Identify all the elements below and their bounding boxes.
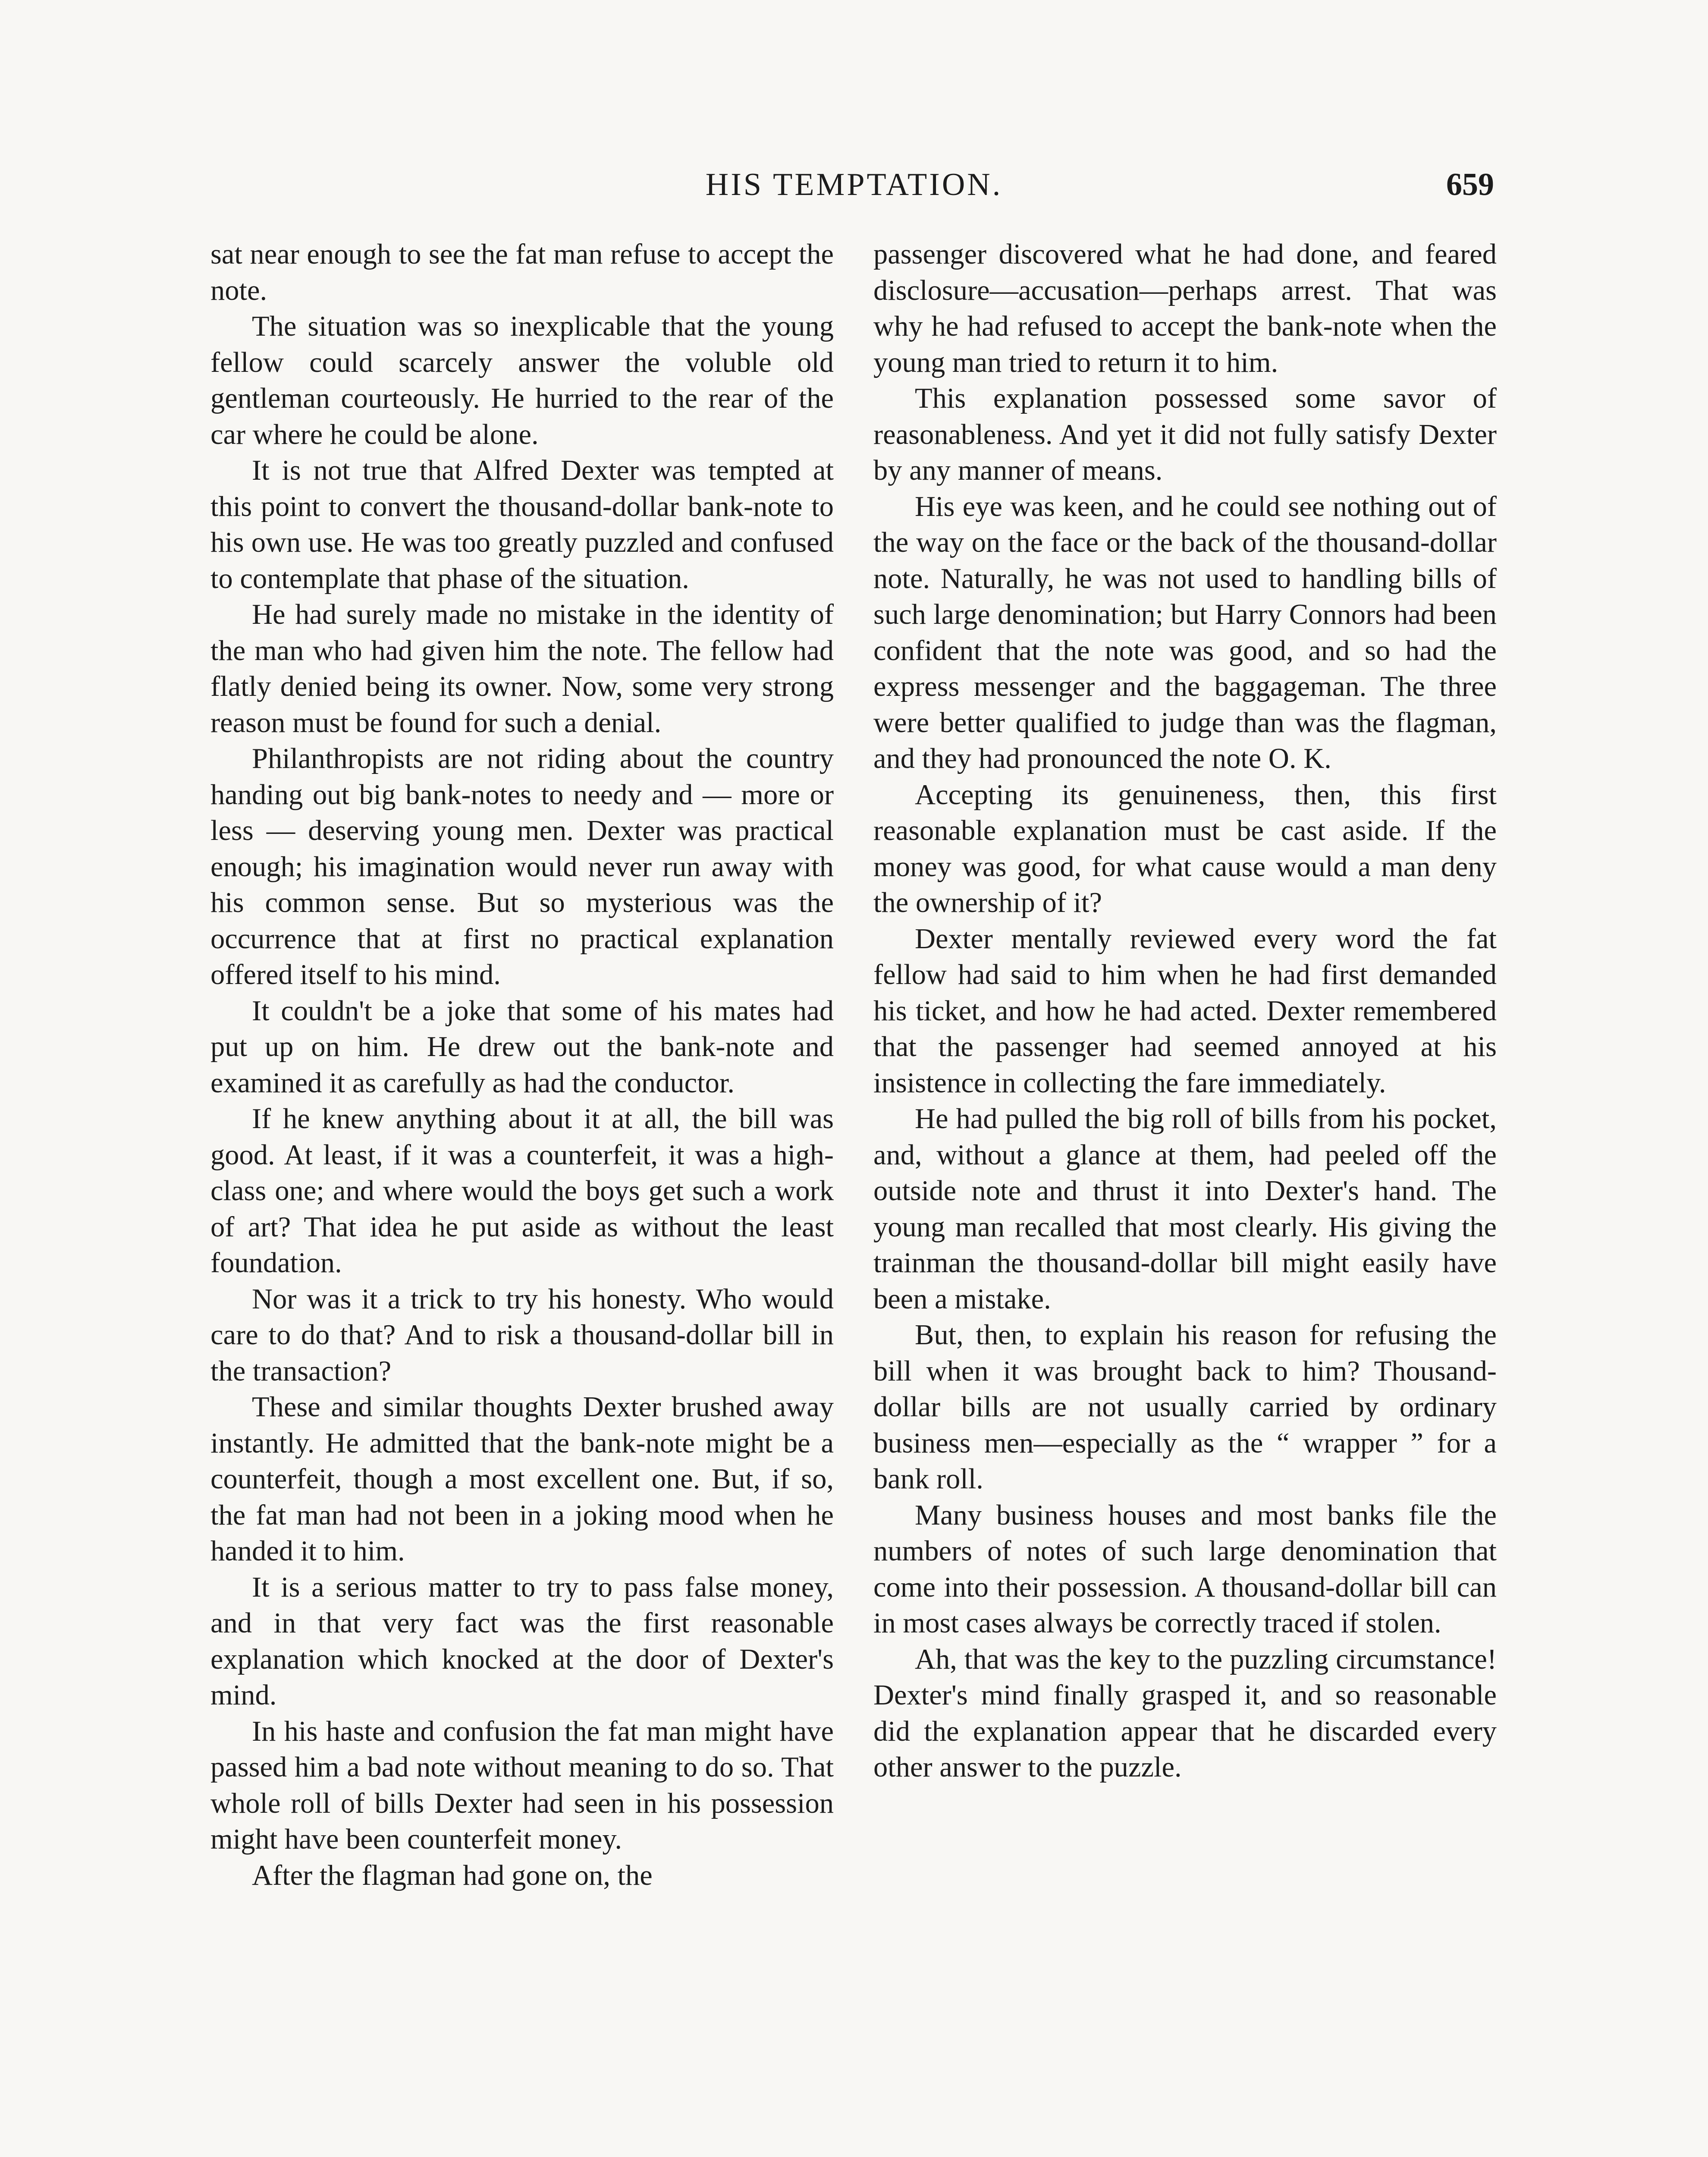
paragraph: Accepting its genuineness, then, this first reasonable explanation must be cast aside. If the money was good, for what cause would a man deny the ownership of it? bbox=[873, 779, 1497, 918]
paragraph: If he knew anything about it at all, the bill was good. At least, if it was a counterfeit, it was a high-class one; and where would the boys get such a work of art? That idea he put aside as without the least foundation. bbox=[210, 1103, 834, 1279]
paragraph: These and similar thoughts Dexter brushed away instantly. He admitted that the bank-note might be a counterfeit, though a most excellent one. But, if so, the fat man had not been in a joking mood when he handed it to him. bbox=[210, 1391, 834, 1567]
paragraph: He had pulled the big roll of bills from his pocket, and, without a glance at them, had peeled off the outside note and thrust it into Dexter's hand. The young man recalled that most clearly. His giving the trainman the thousand-dollar bill might easily have been a mistake. bbox=[873, 1103, 1497, 1315]
paragraph: It couldn't be a joke that some of his mates had put up on him. He drew out the bank-note and examined it as carefully as had the conductor. bbox=[210, 995, 834, 1099]
paragraph: It is not true that Alfred Dexter was tempted at this point to convert the thousand-dollar bank-note to his own use. He was too greatly puzzled and confused to contemplate that phase of the situation. bbox=[210, 455, 834, 594]
right-column bbox=[873, 236, 1497, 2157]
left-column bbox=[210, 236, 834, 2157]
paragraph: He had surely made no mistake in the identity of the man who had given him the note. The fellow had flatly denied being its owner. Now, some very strong reason must be found for such a denial. bbox=[210, 599, 834, 739]
paragraph: Many business houses and most banks file the numbers of notes of such large denomination that come into their possession. A thousand-dollar bill can in most cases always be correctly traced if stolen. bbox=[873, 1499, 1497, 1639]
running-title: HIS TEMPTATION. bbox=[705, 167, 1003, 202]
paragraph: Dexter mentally reviewed every word the fat fellow had said to him when he had first demanded his ticket, and how he had acted. Dexter remembered that the passenger had seemed annoyed at his insistence in collecting the fare immediately. bbox=[873, 923, 1497, 1099]
paragraph: After the flagman had gone on, the bbox=[252, 1859, 653, 1891]
paragraph: His eye was keen, and he could see nothing out of the way on the face or the back of the thousand-dollar note. Naturally, he was not used to handling bills of such large denomination; but Harry Connors had been confident that the note was good, and so had the express messenger and the baggageman. The three were better qualified to judge than was the flagman, and they had pronounced the note O. K. bbox=[873, 491, 1497, 774]
paragraph: Nor was it a trick to try his honesty. Who would care to do that? And to risk a thousand-dollar bill in the transaction? bbox=[210, 1283, 834, 1387]
paragraph: It is a serious matter to try to pass false money, and in that very fact was the first reasonable explanation which knocked at the door of Dexter's mind. bbox=[210, 1571, 834, 1711]
paragraph: In his haste and confusion the fat man might have passed him a bad note without meaning to do so. That whole roll of bills Dexter had seen in his possession might have been counterfeit money. bbox=[210, 1715, 834, 1855]
paragraph: The situation was so inexplicable that the young fellow could scarcely answer the voluble old gentleman courteously. He hurried to the rear of the car where he could be alone. bbox=[210, 311, 834, 450]
paragraph: Philanthropists are not riding about the country handing out big bank-notes to needy and — more or less — deserving young men. Dexter was practical enough; his imagination would never run away with his common sense. But so mysterious was the occurrence that at first no practical explanation offered itself to his mind. bbox=[210, 743, 834, 990]
paragraph: This explanation possessed some savor of reasonableness. And yet it did not fully satisfy Dexter by any manner of means. bbox=[873, 383, 1497, 486]
paragraph: But, then, to explain his reason for refusing the bill when it was brought back to him? Thousand-dollar bills are not usually carried by ordinary business men—especially as the “ wrapper ” for a bank roll. bbox=[873, 1319, 1497, 1495]
running-header bbox=[0, 163, 1708, 206]
page-number: 659 bbox=[1446, 167, 1494, 202]
paragraph: Ah, that was the key to the puzzling circumstance! Dexter's mind finally grasped it, and so reasonable did the explanation appear that he discarded every other answer to the puzzle. bbox=[873, 1643, 1497, 1783]
paragraph: passenger discovered what he had done, and feared disclosure—accusation—perhaps arrest. That was why he had refused to accept the bank-note when the young man tried to return it to him. bbox=[873, 239, 1497, 378]
paragraph: sat near enough to see the fat man refuse to accept the note. bbox=[210, 239, 834, 306]
